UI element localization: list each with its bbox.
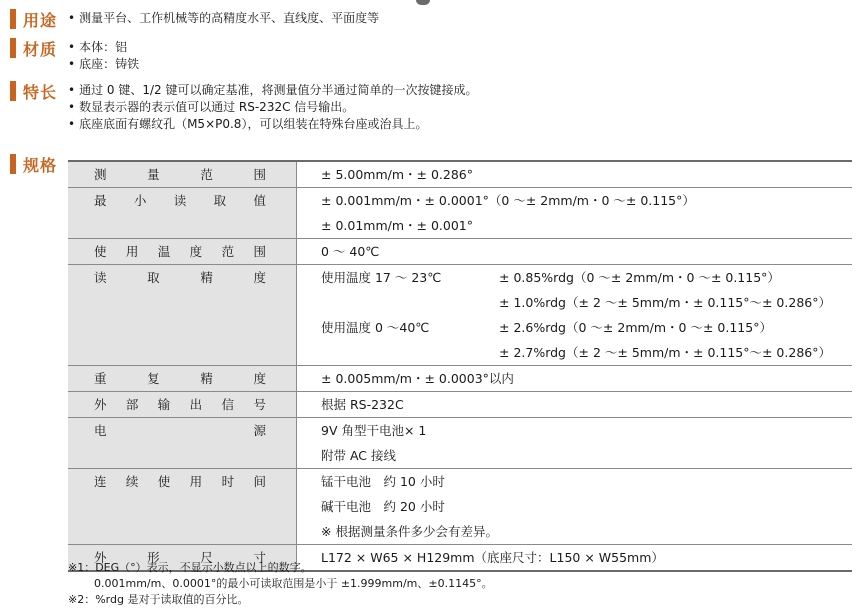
accuracy-value: ± 1.0%rdg（± 2 ～± 5mm/m・± 0.115°～± 0.286°） <box>499 295 831 310</box>
spec-label-char: 用 <box>125 244 139 259</box>
spec-label-char: 外 <box>94 550 107 565</box>
spec-label-char: 度 <box>253 371 266 386</box>
spec-label-text <box>94 392 266 417</box>
spec-label-char: 精 <box>200 371 213 386</box>
spec-label-text <box>94 239 266 264</box>
spec-label-char: 源 <box>253 423 266 438</box>
spec-value <box>297 188 853 239</box>
spec-label <box>68 392 297 418</box>
top-edge-mark <box>416 0 430 5</box>
spec-row <box>68 469 852 545</box>
spec-label-char: 部 <box>125 397 139 412</box>
spec-value-line: 锰干电池 约 10 小时 <box>321 474 445 489</box>
accuracy-value: ± 2.6%rdg（0 ～± 2mm/m・0 ～± 0.115°） <box>499 320 772 335</box>
spec-label-char: 读 <box>173 193 187 208</box>
bullet-item: • 底座底面有螺纹孔（M5×P0.8），可以组装在特殊台座或治具上。 <box>68 116 477 133</box>
spec-row <box>68 265 852 366</box>
spec-label-char: 度 <box>253 270 266 285</box>
accuracy-line <box>321 265 852 290</box>
spec-label-char: 使 <box>94 244 107 259</box>
spec-label-char: 电 <box>94 423 107 438</box>
footnotes <box>68 560 493 608</box>
bullet-item: • 数显表示器的表示值可以通过 RS-232C 信号输出。 <box>68 99 477 116</box>
spec-label <box>68 469 297 545</box>
bullet-item: • 底座：铸铁 <box>68 56 139 73</box>
spec-label-char: 重 <box>94 371 107 386</box>
spec-label-char: 小 <box>133 193 147 208</box>
spec-value <box>297 418 853 469</box>
spec-label-char: 间 <box>253 474 266 489</box>
accuracy-line <box>321 340 852 365</box>
spec-value <box>297 161 853 188</box>
spec-table <box>68 160 852 572</box>
spec-value-line: ± 0.001mm/m・± 0.0001°（0 ～± 2mm/m・0 ～± 0.115°） <box>321 193 695 208</box>
section-marker <box>10 154 16 174</box>
spec-value-line: 附带 AC 接线 <box>321 448 397 463</box>
accuracy-condition: 使用温度 17 ～ 23℃ <box>321 270 442 285</box>
accuracy-line <box>321 290 852 315</box>
section-title: 材质 <box>23 39 58 59</box>
spec-label-char: 尺 <box>200 550 213 565</box>
spec-value-line: 碱干电池 约 20 小时 <box>321 499 445 514</box>
spec-label-char: 量 <box>147 167 160 182</box>
accuracy-value: ± 2.7%rdg（± 2 ～± 5mm/m・± 0.115°～± 0.286°） <box>499 345 831 360</box>
spec-label-char: 连 <box>94 474 107 489</box>
spec-value-line: ± 5.00mm/m・± 0.286° <box>321 167 474 182</box>
spec-label-text <box>94 162 266 187</box>
spec-label <box>68 418 297 469</box>
spec-label-char: 时 <box>221 474 235 489</box>
spec-label <box>68 161 297 188</box>
spec-label-char: 出 <box>189 397 203 412</box>
spec-label-char: 使 <box>157 474 171 489</box>
spec-value <box>297 239 853 265</box>
spec-row <box>68 161 852 188</box>
section-marker <box>10 38 16 58</box>
spec-value-line: ※ 根据测量条件多少会有差异。 <box>321 524 498 539</box>
spec-value-line: ± 0.01mm/m・± 0.001° <box>321 218 474 233</box>
spec-row <box>68 239 852 265</box>
spec-value <box>297 392 853 418</box>
spec-label-char: 输 <box>157 397 171 412</box>
spec-row <box>68 392 852 418</box>
bullet-item: • 测量平台、工作机械等的高精度水平、直线度、平面度等 <box>68 10 379 27</box>
section-features <box>10 80 478 131</box>
spec-value-line: ± 0.005mm/m・± 0.0003°以内 <box>321 371 514 386</box>
bullet-item: • 本体：铝 <box>68 39 139 56</box>
spec-label-char: 最 <box>94 193 107 208</box>
accuracy-condition: 使用温度 0 ～40℃ <box>321 320 430 335</box>
spec-row <box>68 366 852 392</box>
footnote: ※2：%rdg 是对于读取值的百分比。 <box>68 593 249 606</box>
section-specs <box>10 153 63 175</box>
spec-label <box>68 239 297 265</box>
spec-label-char: 精 <box>200 270 213 285</box>
accuracy-line <box>321 315 852 340</box>
spec-label-char: 取 <box>147 270 160 285</box>
spec-label <box>68 366 297 392</box>
spec-label-char: 外 <box>94 397 107 412</box>
spec-label-char: 信 <box>221 397 235 412</box>
section-usage <box>10 8 380 30</box>
spec-label-char: 读 <box>94 270 107 285</box>
spec-label-char: 围 <box>253 167 266 182</box>
section-title: 特长 <box>23 82 58 102</box>
spec-label <box>68 265 297 366</box>
spec-label-text <box>94 265 266 290</box>
spec-label-char: 温 <box>157 244 171 259</box>
spec-label <box>68 188 297 239</box>
spec-label-text <box>94 188 266 213</box>
section-material <box>10 37 140 71</box>
spec-label-text <box>94 366 266 391</box>
spec-label-char: 测 <box>94 167 107 182</box>
footnote: ※1：DEG（°）表示，不显示小数点以上的数字。 <box>68 561 312 574</box>
accuracy-value: ± 0.85%rdg（0 ～± 2mm/m・0 ～± 0.115°） <box>499 270 780 285</box>
spec-label-char: 范 <box>221 244 235 259</box>
spec-label-text <box>94 418 266 443</box>
spec-label-char: 取 <box>213 193 227 208</box>
spec-value <box>297 469 853 545</box>
section-marker <box>10 9 16 29</box>
spec-label-char: 续 <box>125 474 139 489</box>
spec-label-char: 复 <box>147 371 160 386</box>
bullet-item: • 通过 0 键、1/2 键可以确定基准，将测量值分半通过简单的一次按键接成。 <box>68 82 477 99</box>
spec-label-text <box>94 469 266 494</box>
spec-value-line: 9V 角型干电池× 1 <box>321 423 427 438</box>
spec-label-char: 范 <box>200 167 213 182</box>
spec-row <box>68 188 852 239</box>
spec-value <box>297 366 853 392</box>
spec-row <box>68 418 852 469</box>
spec-label-char: 号 <box>253 397 266 412</box>
spec-label-char: 围 <box>253 244 266 259</box>
spec-label-char: 值 <box>253 193 266 208</box>
spec-value-line: 根据 RS-232C <box>321 397 404 412</box>
spec-value-line: L172 × W65 × H129mm（底座尺寸：L150 × W55mm） <box>321 550 664 565</box>
section-title: 用途 <box>23 10 58 30</box>
spec-label-char: 度 <box>189 244 203 259</box>
spec-value-line: 0 ～ 40℃ <box>321 244 380 259</box>
section-title: 规格 <box>23 155 58 175</box>
footnote: 0.001mm/m、0.0001°的最小可读取范围是小于 ±1.999mm/m、±0.1145°。 <box>94 577 493 590</box>
section-marker <box>10 81 16 101</box>
spec-value <box>297 265 853 366</box>
spec-label-char: 寸 <box>253 550 266 565</box>
spec-label-char: 用 <box>189 474 203 489</box>
spec-label-char: 形 <box>147 550 160 565</box>
